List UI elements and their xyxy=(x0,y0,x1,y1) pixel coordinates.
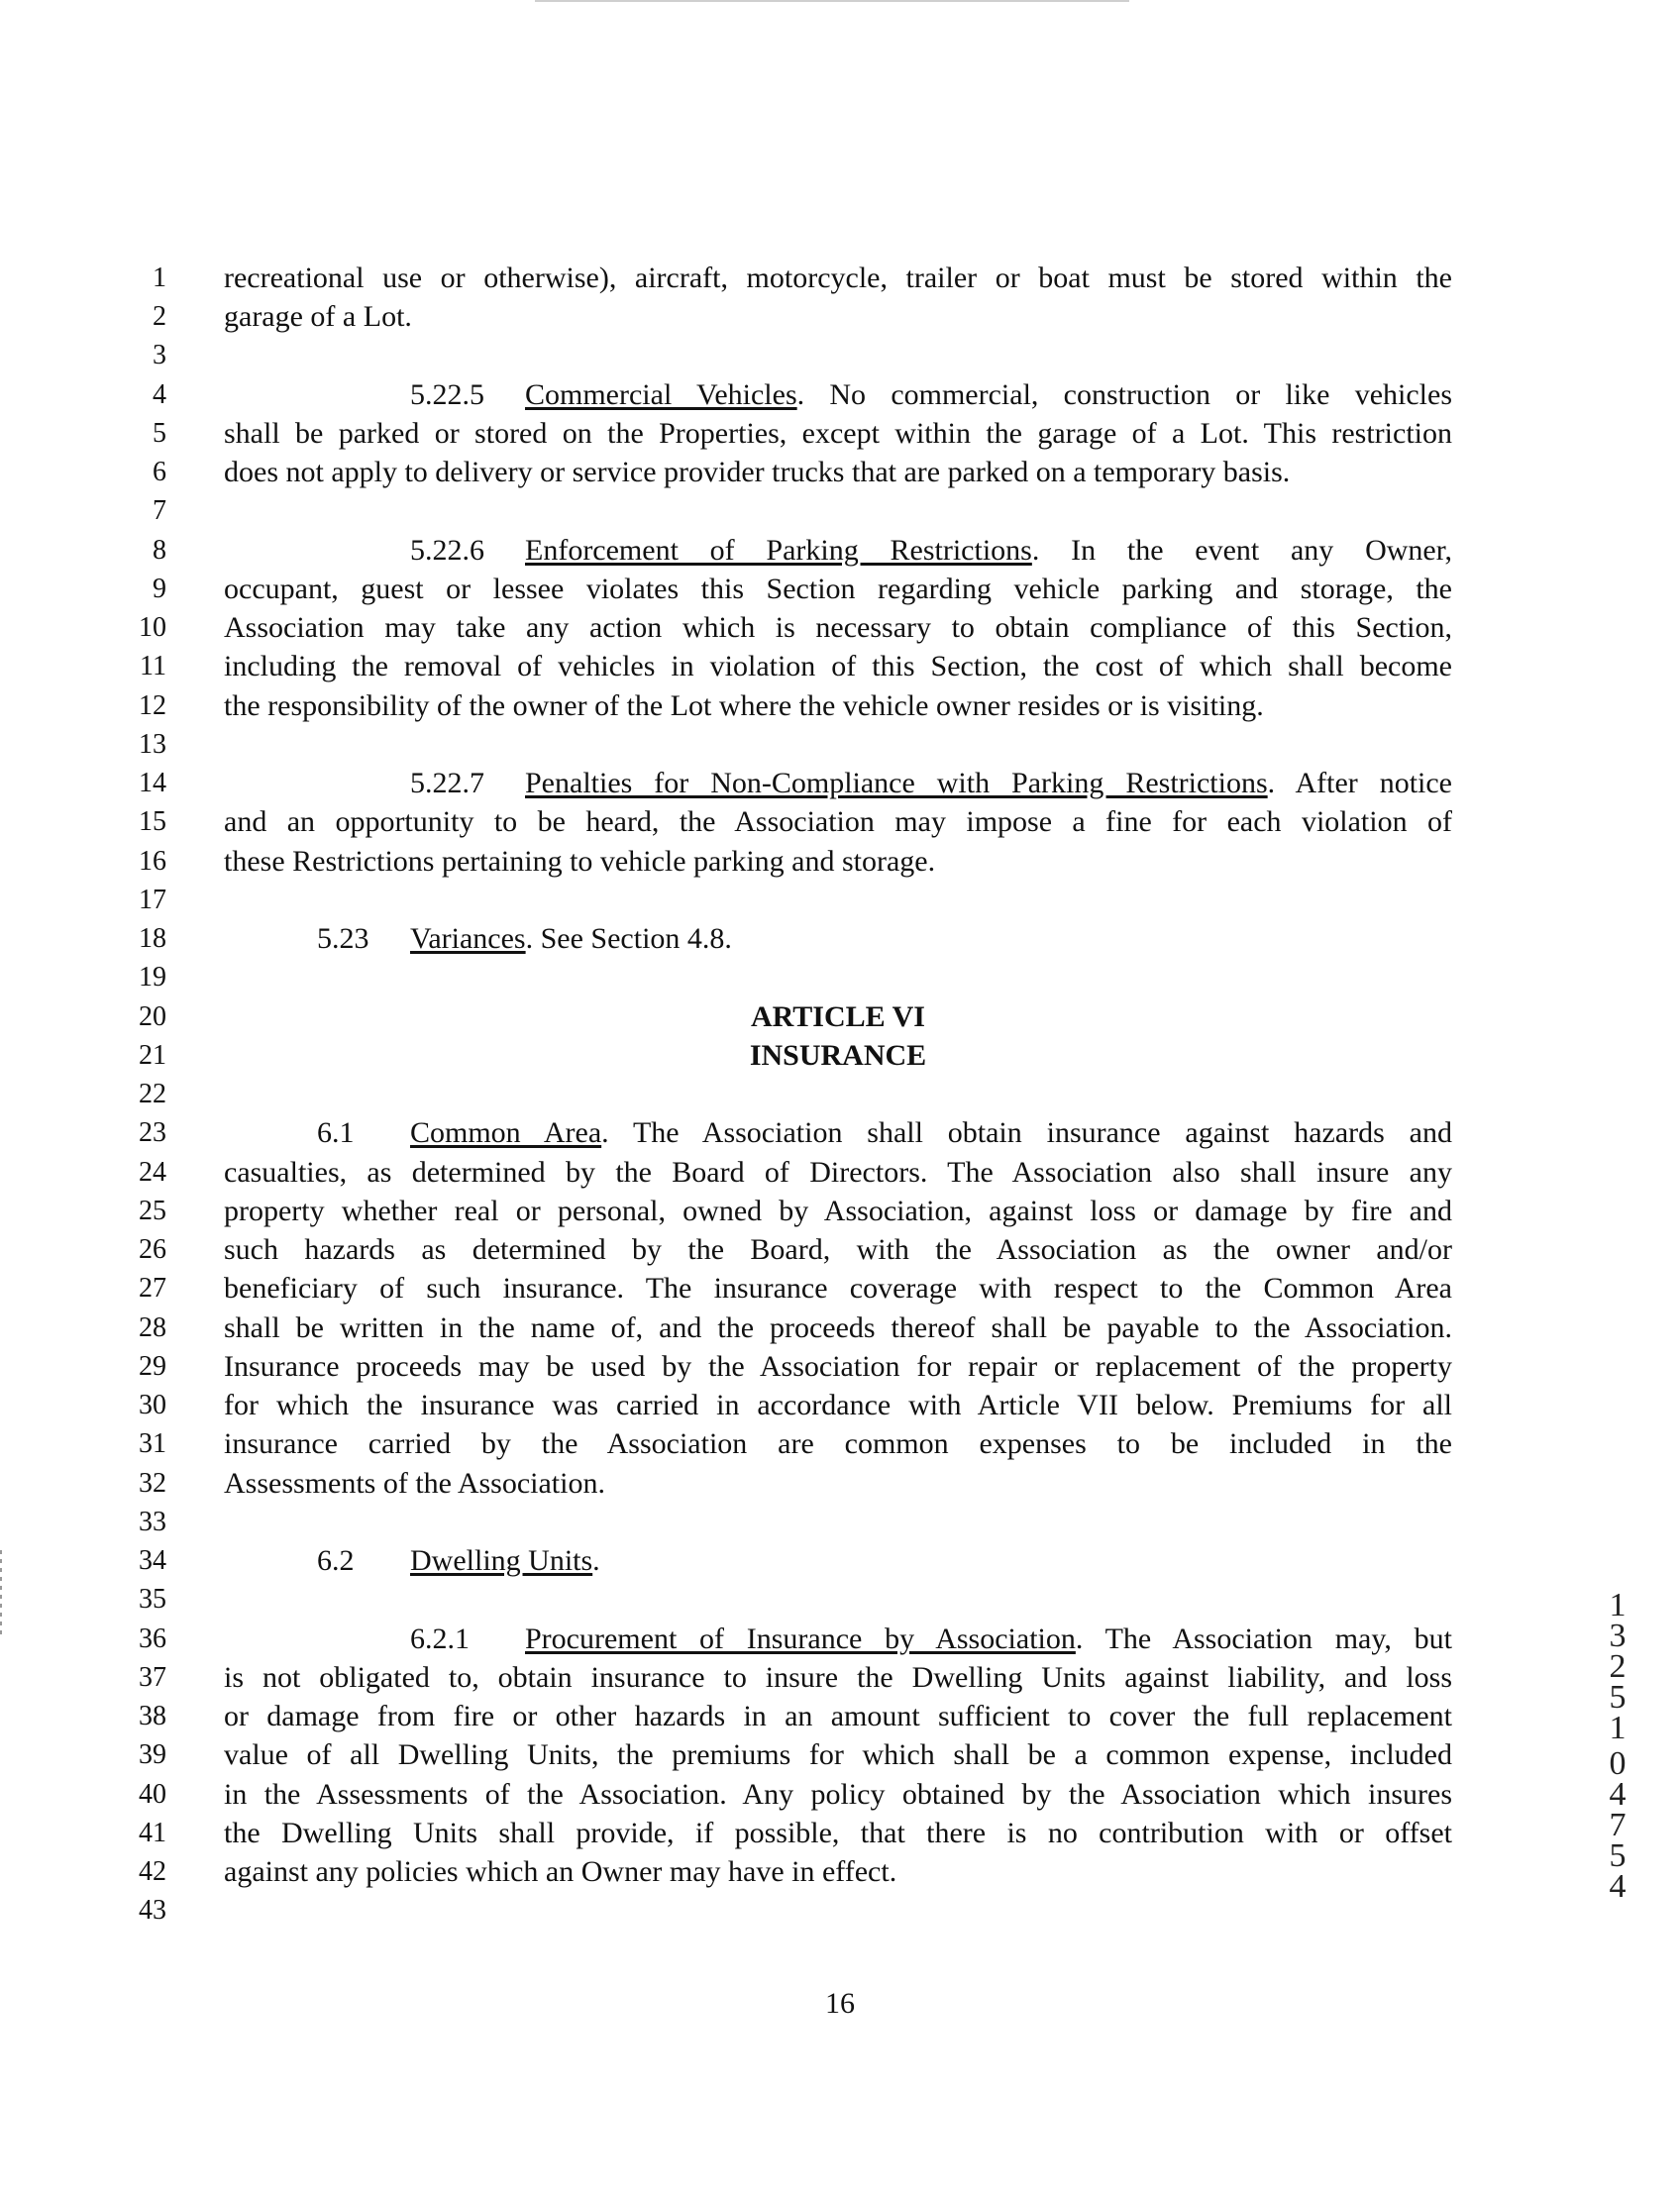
line-number: 37 xyxy=(139,1662,166,1693)
section-number: 5.22.6 xyxy=(410,534,484,567)
line-number: 32 xyxy=(139,1468,166,1499)
line-number: 20 xyxy=(139,1001,166,1032)
section-number: 6.2 xyxy=(317,1544,355,1577)
line-number: 30 xyxy=(139,1390,166,1420)
line-number: 6 xyxy=(153,457,166,487)
line-number: 31 xyxy=(139,1428,166,1459)
text-line: casualties, as determined by the Board of Directors. The Association also shall insure any xyxy=(224,1156,1452,1189)
line-number: 22 xyxy=(139,1079,166,1109)
line-number: 11 xyxy=(140,651,166,681)
line-number: 34 xyxy=(139,1545,166,1576)
line-number: 1 xyxy=(153,262,166,293)
text-run: . No commercial, construction or like vehicles xyxy=(796,378,1453,411)
section-5-23-heading xyxy=(317,919,1452,958)
text-line: the responsibility of the owner of the Lot where the vehicle owner resides or is visiting. xyxy=(224,689,1264,722)
text-run: . xyxy=(592,1544,600,1577)
section-5-22-5-heading xyxy=(410,375,1452,414)
text-run: . In the event any Owner, xyxy=(1031,534,1452,567)
text-line: in the Assessments of the Association. Any policy obtained by the Association which insures xyxy=(224,1778,1452,1811)
text-line: for which the insurance was carried in accordance with Article VII below. Premiums for all xyxy=(224,1389,1452,1421)
text-line: beneficiary of such insurance. The insurance coverage with respect to the Common Area xyxy=(224,1272,1452,1305)
section-number: 6.1 xyxy=(317,1116,355,1149)
text-line: garage of a Lot. xyxy=(224,300,412,333)
section-title: Commercial Vehicles xyxy=(525,378,797,411)
recording-stamp-bottom: 0 4 7 5 4 xyxy=(1609,1745,1627,1905)
section-6-1-heading xyxy=(317,1113,1452,1152)
line-number: 13 xyxy=(139,729,166,760)
line-number: 42 xyxy=(139,1856,166,1887)
line-number: 15 xyxy=(139,806,166,837)
section-title: Procurement of Insurance by Association xyxy=(525,1622,1076,1655)
line-number: 24 xyxy=(139,1157,166,1188)
line-number: 18 xyxy=(139,923,166,954)
text-line: shall be parked or stored on the Properties, except within the garage of a Lot. This restriction xyxy=(224,417,1452,450)
text-line: does not apply to delivery or service provider trucks that are parked on a temporary basis. xyxy=(224,456,1291,488)
section-number: 5.22.5 xyxy=(410,378,484,411)
text-line: such hazards as determined by the Board, with the Association as the owner and/or xyxy=(224,1233,1452,1266)
line-number: 23 xyxy=(139,1117,166,1148)
section-title: Common Area xyxy=(410,1116,602,1149)
text-line: including the removal of vehicles in violation of this Section, the cost of which shall become xyxy=(224,650,1452,682)
section-number: 5.22.7 xyxy=(410,767,484,799)
section-5-22-7-heading xyxy=(410,764,1452,802)
line-number: 2 xyxy=(153,301,166,332)
text-line: insurance carried by the Association are common expenses to be included in the xyxy=(224,1427,1452,1460)
line-number: 25 xyxy=(139,1196,166,1226)
text-line: is not obligated to, obtain insurance to insure the Dwelling Units against liability, and loss xyxy=(224,1661,1452,1694)
section-title: Penalties for Non-Compliance with Parking Restrictions xyxy=(525,767,1268,799)
article-title: INSURANCE xyxy=(749,1039,927,1072)
text-run: . See Section 4.8. xyxy=(525,922,732,955)
line-number: 41 xyxy=(139,1818,166,1848)
line-number: 7 xyxy=(153,495,166,526)
text-line: value of all Dwelling Units, the premiums for which shall be a common expense, included xyxy=(224,1738,1452,1771)
text-line: these Restrictions pertaining to vehicle parking and storage. xyxy=(224,845,936,878)
section-number: 6.2.1 xyxy=(410,1622,470,1655)
line-number: 4 xyxy=(153,379,166,410)
recording-stamp-top: 1 3 2 5 1 xyxy=(1609,1587,1627,1746)
text-line: shall be written in the name of, and the proceeds thereof shall be payable to the Association. xyxy=(224,1311,1452,1344)
line-number: 39 xyxy=(139,1739,166,1770)
section-title: Dwelling Units xyxy=(410,1544,593,1577)
text-line: the Dwelling Units shall provide, if possible, that there is no contribution with or offset xyxy=(224,1817,1452,1849)
line-number: 8 xyxy=(153,535,166,566)
text-line: Association may take any action which is necessary to obtain compliance of this Section, xyxy=(224,611,1452,644)
section-title: Enforcement of Parking Restrictions xyxy=(525,534,1032,567)
line-number: 12 xyxy=(139,690,166,721)
line-number: 27 xyxy=(139,1273,166,1304)
section-title: Variances xyxy=(410,922,526,955)
text-line: and an opportunity to be heard, the Association may impose a fine for each violation of xyxy=(224,805,1452,838)
text-line: or damage from fire or other hazards in an amount sufficient to cover the full replacement xyxy=(224,1700,1452,1732)
line-number: 43 xyxy=(139,1895,166,1926)
text-line: property whether real or personal, owned by Association, against loss or damage by fire and xyxy=(224,1195,1452,1227)
line-number: 33 xyxy=(139,1507,166,1537)
line-number: 14 xyxy=(139,768,166,798)
line-number: 21 xyxy=(139,1040,166,1071)
text-run: . The Association shall obtain insurance against hazards and xyxy=(601,1116,1452,1149)
line-number: 35 xyxy=(139,1584,166,1615)
text-line: Insurance proceeds may be used by the Association for repair or replacement of the property xyxy=(224,1350,1452,1383)
text-line: recreational use or otherwise), aircraft, motorcycle, trailer or boat must be stored within the xyxy=(224,262,1452,294)
section-6-2-1-heading xyxy=(410,1620,1452,1658)
line-number: 10 xyxy=(139,612,166,643)
line-number: 19 xyxy=(139,962,166,993)
article-number: ARTICLE VI xyxy=(751,1000,925,1033)
page-number: 16 xyxy=(825,1987,855,2020)
line-number: 29 xyxy=(139,1351,166,1382)
line-number: 16 xyxy=(139,846,166,877)
section-number: 5.23 xyxy=(317,922,369,955)
line-number: 38 xyxy=(139,1701,166,1731)
line-number: 9 xyxy=(153,574,166,604)
text-run: . After notice xyxy=(1267,767,1452,799)
line-number: 26 xyxy=(139,1234,166,1265)
line-number: 17 xyxy=(139,885,166,915)
section-5-22-6-heading xyxy=(410,531,1452,570)
text-run: . The Association may, but xyxy=(1075,1622,1452,1655)
section-6-2-heading xyxy=(317,1541,1452,1580)
text-line: Assessments of the Association. xyxy=(224,1467,605,1500)
line-number: 36 xyxy=(139,1623,166,1654)
text-line: against any policies which an Owner may have in effect. xyxy=(224,1855,897,1888)
line-number: 3 xyxy=(153,340,166,370)
line-number: 5 xyxy=(153,418,166,449)
line-number: 28 xyxy=(139,1312,166,1343)
text-line: occupant, guest or lessee violates this Section regarding vehicle parking and storage, the xyxy=(224,573,1452,605)
line-number: 40 xyxy=(139,1779,166,1810)
